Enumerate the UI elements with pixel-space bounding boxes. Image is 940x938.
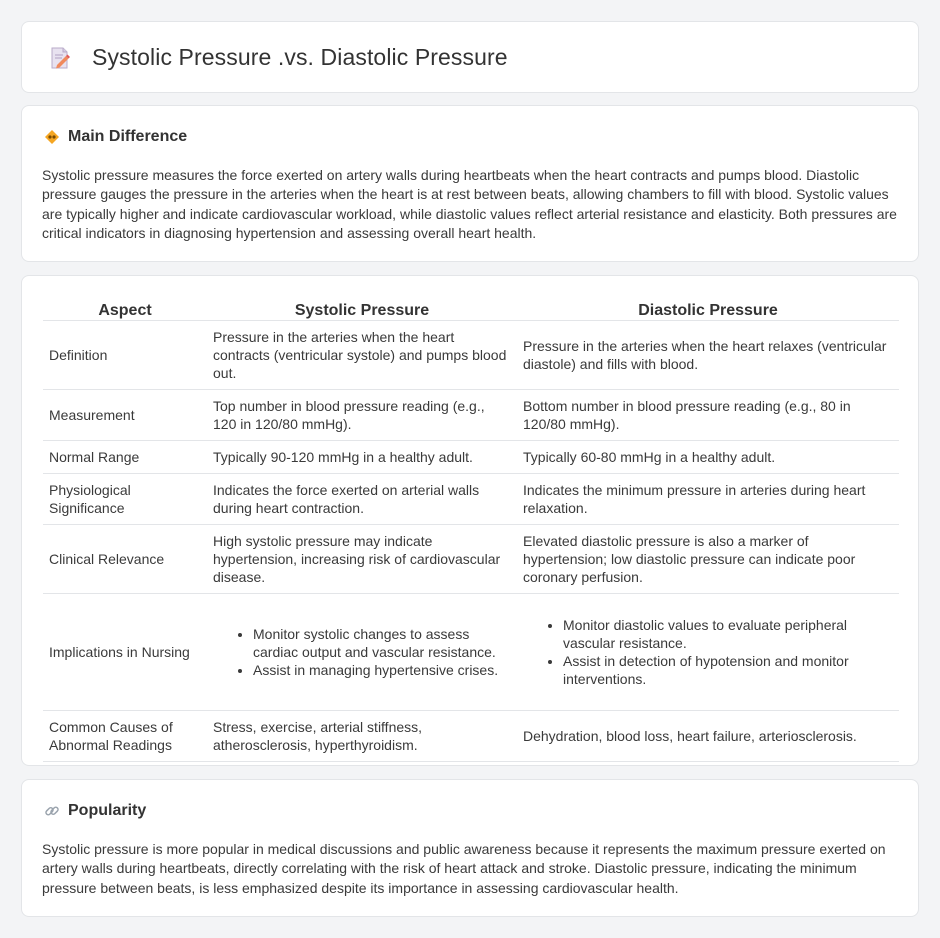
- table-row: [43, 320, 899, 389]
- cell-aspect: Implications in Nursing: [43, 593, 207, 710]
- cell-systolic: Typically 90-120 mmHg in a healthy adult.: [207, 440, 517, 473]
- table-header-row: [43, 296, 899, 320]
- comparison-card: [21, 275, 919, 766]
- table-row: [43, 389, 899, 440]
- title-row: [48, 44, 508, 71]
- table-row: [43, 593, 899, 710]
- main-difference-card: [21, 105, 919, 262]
- header-systolic: Systolic Pressure: [207, 296, 517, 320]
- cell-aspect: Physiological Significance: [43, 473, 207, 524]
- cell-aspect: Measurement: [43, 389, 207, 440]
- header-diastolic: Diastolic Pressure: [517, 296, 899, 320]
- badge-icon: [44, 129, 60, 145]
- list-item: • Monitor systolic changes to assess cardiac output and vascular resistance.: [253, 625, 511, 661]
- table-row: [43, 473, 899, 524]
- cell-diastolic: Pressure in the arteries when the heart relaxes (ventricular diastole) and fills with blood.: [517, 320, 899, 389]
- diastolic-nursing-list: [563, 616, 893, 688]
- table-row: [43, 440, 899, 473]
- header-aspect: Aspect: [43, 296, 207, 320]
- main-difference-text: Systolic pressure measures the force exerted on artery walls during heartbeats when the heart contracts and pumps blood. Diastolic pressure gauges the pressure in the arteries when the heart is at rest between beats, allowing chambers to fill with blood. Systolic values are typically higher and indicate cardiovascular workload, while diastolic values reflect arterial resistance and elasticity. Both pressures are critical indicators in diagnosing hypertension and assessing overall heart health.: [42, 167, 897, 242]
- cell-aspect: Clinical Relevance: [43, 524, 207, 593]
- cell-aspect: Definition: [43, 320, 207, 389]
- popularity-header: [44, 802, 146, 820]
- cell-systolic: Indicates the force exerted on arterial walls during heart contraction.: [207, 473, 517, 524]
- cell-diastolic: Indicates the minimum pressure in arteries during heart relaxation.: [517, 473, 899, 524]
- main-difference-header: [44, 128, 187, 146]
- cell-diastolic: Elevated diastolic pressure is also a marker of hypertension; low diastolic pressure can indicate poor coronary perfusion.: [517, 524, 899, 593]
- popularity-heading: Popularity: [68, 802, 147, 819]
- main-difference-heading: Main Difference: [68, 128, 188, 145]
- cell-aspect: Normal Range: [43, 440, 207, 473]
- comparison-table: [43, 296, 899, 762]
- cell-diastolic: Bottom number in blood pressure reading (e.g., 80 in 120/80 mmHg).: [517, 389, 899, 440]
- cell-aspect: Common Causes of Abnormal Readings: [43, 710, 207, 761]
- table-row: [43, 524, 899, 593]
- page-title: Systolic Pressure .vs. Diastolic Pressure: [92, 44, 508, 70]
- link-icon: [44, 803, 60, 819]
- popularity-text: Systolic pressure is more popular in medical discussions and public awareness because it represents the maximum pressure exerted on artery walls during heartbeats, directly correlating with the risk of heart attack and stroke. Diastolic pressure, indicating the minimum pressure between beats, is less emphasized despite its importance in assessing cardiovascular health.: [42, 841, 886, 896]
- systolic-nursing-list: [253, 625, 511, 679]
- document-pencil-icon: [48, 46, 72, 70]
- list-item: • Assist in detection of hypotension and monitor interventions.: [563, 652, 893, 688]
- table-row: [43, 710, 899, 761]
- cell-systolic: Pressure in the arteries when the heart contracts (ventricular systole) and pumps blood out.: [207, 320, 517, 389]
- popularity-card: [21, 779, 919, 917]
- list-item: • Monitor diastolic values to evaluate peripheral vascular resistance.: [563, 616, 893, 652]
- cell-diastolic: [517, 593, 899, 710]
- cell-systolic: Stress, exercise, arterial stiffness, atherosclerosis, hyperthyroidism.: [207, 710, 517, 761]
- title-card: [21, 21, 919, 93]
- cell-diastolic: Dehydration, blood loss, heart failure, arteriosclerosis.: [517, 710, 899, 761]
- cell-systolic: [207, 593, 517, 710]
- list-item: • Assist in managing hypertensive crises.: [253, 661, 511, 679]
- cell-systolic: High systolic pressure may indicate hypertension, increasing risk of cardiovascular disease.: [207, 524, 517, 593]
- cell-systolic: Top number in blood pressure reading (e.g., 120 in 120/80 mmHg).: [207, 389, 517, 440]
- cell-diastolic: Typically 60-80 mmHg in a healthy adult.: [517, 440, 899, 473]
